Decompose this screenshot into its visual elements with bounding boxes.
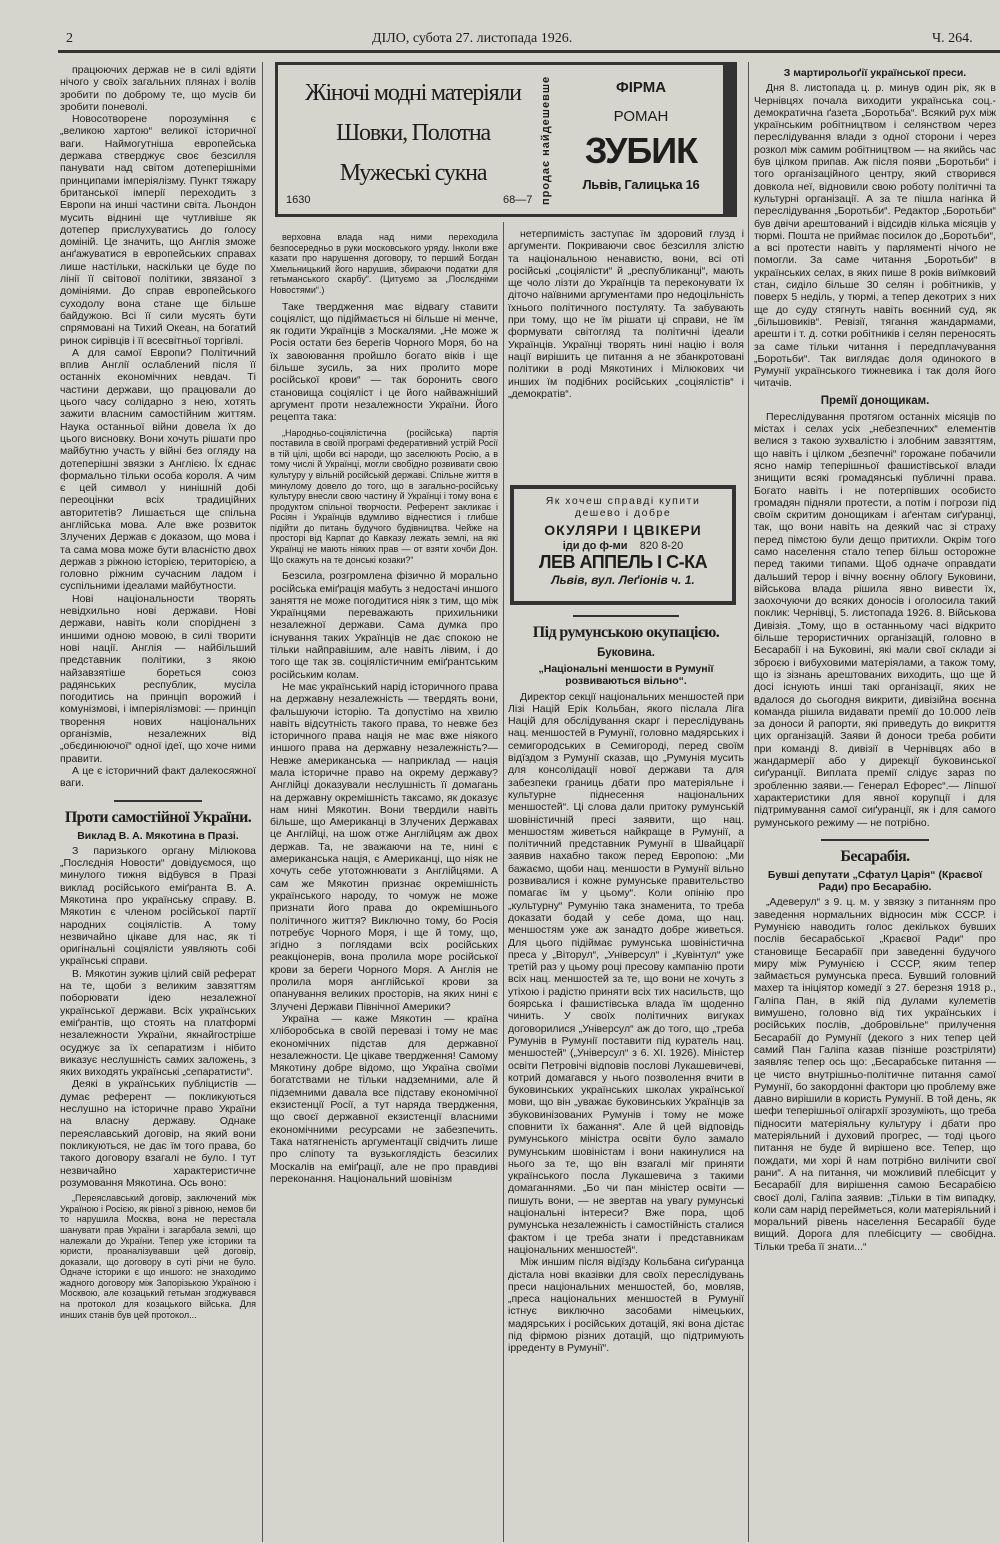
page-number: 2 [66, 31, 73, 46]
article-subheading: Бувші депутати „Сфатул Царія“ (Краєвої Ради) про Бесарабію. [767, 868, 983, 894]
article-paragraph: Деякі в українських публіцистів — думає референт — покликуються неслушно на історичне право України на власну державу. Однаке переяславський договір, на який вони покликуються, не дає їм того права, бо такого договору взагалі не було. І тут незвичайно характеристичне розумовання Мякотина. Ось воно: [60, 1078, 256, 1189]
column-4 [754, 64, 996, 1253]
article-paragraph: Між иншим після відїзду Кольбана сиґуранца дістала нові вказівки для своїх переслідувань преси національних меншостей, бо, мовляв, „преса національних меншостей в Румунії істнує виключно засобами німецьких, мадярських і російських дотацій, які вона дістає під фірмою різних дотацій, що підтримують ірреденту в Румунії“. [508, 1256, 744, 1355]
issue-number: Ч. 264. [932, 31, 973, 46]
article-subheading: Виклад В. А. Мякотина в Празі. [77, 829, 239, 842]
column-divider [262, 62, 263, 1542]
article-paragraph: А це є історичний факт далекосяжної ваги. [60, 764, 256, 790]
article-paragraph: нетерпимість заступає їм здоровий глузд і аргументи. Покриваючи своє безсилля злістю та національною ненавистю, вони, всі оті російські „соціялісти“ й „республиканці“, мають ще чоло лізти до Українців та переконувати їх діточо наївними аргументами про недоцільність їхнього політичного постуляту. Та забувають при тому, що не їм рішати ці справи, не їм формувати світогляд та політичні ідеали Українців. Українці творять нині націю і воля нації вирішить це питання а не збанкротовані політики в роді Мякотиних і Мілюкових чи инших їм подібних російських „соціялістів“ і „демократів“. [508, 228, 744, 400]
ad-address: Львів, вул. Леґіонів ч. 1. [551, 573, 695, 587]
masthead-date: ДІЛО, субота 27. листопада 1926. [372, 31, 573, 46]
article-headline: Під румунською окупацією. [532, 624, 720, 641]
article-paragraph: Дня 8. листопада ц. р. минув один рік, як в Чернівцях почала виходити українська соц.-демократична ґазета „Боротьба“. Всякий рух між українським робітництвом і селянством через переслідування влади з одної сторони і через розкол між самим робітництвом — на якийсь час був цілком припав. Аж після появи „Боротьби“ і того організаційного центру, який створився довкола неї, відновили свою роботу політичні та культурні організації. А за те пішла нагінка й переслідування „Боротьби“. Редактор „Боротьби“ був двічи арештований і відсидів кілька місяців у тюрмі. Пошта не приймає посилок до „Боротьби“, а всі протести навіть у парляменті нічого не помогли. За саме читання „Боротьби“ в українських селах, в яких пише 8 років виїмковий стан, сиділо більше 30 селян і робітників, у поверх 5 неділь, у тюрмі, а тепер декотрих з них ще до суду стягнуть навіть воєнний суд, як „більшовиків“. Ревізії, тягання жандармами, арешти і т. д. сотки робітників і селян переносять за саме тільки читання і передплачування „Боротьби“. Так виглядає доля одинокого в Румунії українського тижневика і так доля його читачів. [754, 82, 996, 390]
ad-line: Жіночі модні матеріяли [305, 80, 521, 106]
quoted-paragraph: верховна влада над ними переходила безпосередньо в руки московського уряду. Інколи вже казати про нарушення договору, то перший Богдан Хмельницький його нарушив, збираючи податки для гетьманського скарбу“. (Цитуємо за „Послєдніми Новостями“.) [270, 232, 498, 295]
ad-code: 68—7 [503, 194, 533, 206]
article-subheading: „Національні меншости в Румунії розвиваються вільно“. [538, 663, 714, 688]
ad-name: ЛЕВ АППЕЛЬ І С-КА [538, 552, 708, 572]
column-1 [60, 64, 256, 1325]
article-paragraph: Директор секції національних меншостей при Лізі Націй Ерік Кольбан, якого післала Ліга Націй для обслідування скарг і переслідувань нац. меншостей в Румунії, головно мадярських і семигородських в Семигороді, перед своїм відїздом з Румунії сказав, що „Румунія мусить для консолідації нової держави та для забезпеки границь дбати про матеріяльне і культурне піднесення національних меншостей“. Ці слова дали притоку румунській шовіністичній пресі заявити, що нац. меншостям живеться найкраще в Румунії, а політичний представник Румунії в Швайцарії заявив нахабно також перед Европою: „Ми бажаємо, щоби нац. меншости в Румунії вільно розвивалися і кожне румунське правительство помагає їм у цьому“. Коли опінію про „культурну“ Румунію така знаменита, то треба доказати бодай у себе дома, що нац. меншостям уже аж занадто добре живеться. Для цього підіймає румунська шовіністична преса у „Віторул“, „Універсул“ і „Кувінтул“ уже третій раз у цьому році пресову кампанію проти всіх нац. меншостей за те, що вони не хочуть з утіхою і радістю приняти всіх тих насильств, що боярська і фашистівська влада їм щоденно чинить. У своїх політичних вигуках договорилися „Універсул“ аж до того, що „треба Румунів в Румунії поставити під куратель нац. меншостей“ („Універсул“ з 6. ХІ. 1926). Міністер освіти Петровічі відповів послові Лукашевичеві, котрий домагався у нього позволення вчити в буковинських українських школах української мови, що він „уважає буковинських Українців за збуковинізованих Румунів і тому не може сповнити їх бажання“. Але й цей відповідь румунського міністра освіти було замало румунським шовіністам і вони накинулися на нього за те, що він взагалі міг приняти українського посла Лукашевича з такими домаганнями. „Бо чи пан міністер освіти — пишуть вони, — не звертав на увагу румунські національні інтереси? Вже пора, щоб румунська незалежність і самостійність сталися фактом і це треба знати і представникам національних меншостей“. [508, 690, 744, 1256]
ad-line: Мужеські сукна [339, 160, 487, 186]
ad-surname: ЗУБИК [584, 130, 698, 171]
ad-firm: ФІРМА [615, 79, 667, 96]
article-paragraph: Нові національности творять невідхильно нові держави. Нові держави, навіть коли споріднені з иншими одною мовою, в силі творити нові нації. Англія — найбільший представник політики, з якою найзавзятіше бореться союз радянських республик, мусіла погодитись на принціп ворожий і комунізмові, і імперіялізмові: — принціп творення нових національних організмів, незалежних від „обєдинюючої“ одної ідеї, що хоче ними правити. [60, 592, 256, 765]
article-headline: Проти самостійної України. [64, 808, 252, 826]
quoted-paragraph: „Переяславський договір, заключений між Україною і Росією, як рівної з рівною, немов би то нарушила Москва, вона не перестала шанувати прав України і загарбала землі, що належали до України. Тепер уже історики та юристи, проаналізувавши цей договір, доказали, що договору в суті річи не було. Одначе історики є що иншого: не знаходимо жадного договору між Запорізькою Україною і Москвою, але козацький гетьман згоджувався на протокол для козацького війська. Для инших станів був цей протокол... [60, 1193, 256, 1320]
article-paragraph: „Адеверул“ з 9. ц. м. у звязку з питанням про заведення нормальних відносин між СССР. і Румунією наводить голос декількох бувших послів бесарабської „Краєвої Ради“ про становище Бесарабії при заведенні будучого миру між Румунією і СССР, яким тепер займається румунська преса. Бувший головний махер та ініціятор комедії з 27. березня 1918 р., Галіпа Пан, в якій під дулами кулеметів вимушено, головно від тих українських і російських послів, „добровільне“ прилучення Бесарабії до Румунії (декого з них тепер цей самий Пан Галіпа казав пізніше розстріляти) заявляє тепер ось що: „Бесарабське питання — це чисто внутрішньо-політичне питання самої Румунії, бо закордонні фактори цю проблему вже давно вирішили в користь Румунії. В той день, як шефи теперішньої олігархії зрозуміють, що треба підносити матеріяльну культуру і дбати про матеріяльний і духовий прогрес, — тоді цього питання не буде й вирішено все. Тепер, що пождати, ми хорі й нам потрібно вилічити свої рани“. А на питання, чи можливий плебісцит у Бесарабії для вирішення самою Бесарабією своєї долі, Галіпа заявив: „Тільки в тім випадку, коли сам нарід перейметься, коли матеріяльний і моральний рівень населення Бесарабії буде вищий. Дорога для плебісциту — свобідна. Тільки треба її знати...“ [754, 896, 996, 1253]
article-paragraph: працюючих держав не в силі вдіяти нічого у своїх загальних плянах і волів зробити по доброму те, що мусів би зробити поневолі. [60, 64, 256, 113]
ad-address: Львів, Галицька 16 [582, 177, 700, 192]
article-paragraph: А для самої Европи? Політичний вплив Англії ослаблений після її останніх економічних невдач. Ті частини держави, що працювали до цього часу солідарно з нею, хотять зажити власним самостійним життям. Наука останньої війни довела їх до цього висновку. Вони хочуть рішати про майбутню участь у війні без огляду на дотеперішні звязки з Англією. Їх єднає формально тільки особа короля. А чим є цей символ у нинішній добі переоцінки всіх традиційних авторитетів? Лишається ще спільна англійська мова. Але вже розвиток Злучених Держав є доказом, що мова і та сама мова може бути власністю двох держав з ріжною історією, територією, а головно ріжним сучасним ладом і суспільними ідеалами майбутности. [60, 346, 256, 593]
ad-code: 820 8-20 [639, 540, 684, 552]
ad-code: 1630 [286, 194, 311, 206]
article-paragraph: Не має український нарід історичного права на державну незалежність — твердять вони, фальшуючи історію. Та допустімо на хвилю навіть відсутність такого права, то невже без історичного права нація не має вже ніякого иншого права на державну незалежність?— Невже американська — наприклад — нація мала історичне право на окрему державу? Англійці доказували неслушність її домагань на державну окремішність таксамо, як доказує нам нині Мякотин. Вони твердили навіть більше, що Американці в Злучених Державах це Англійці, на шож отже Англійцям аж двох держав. Та, не зважаючи на те, нині є американська нація, є Американці, що ніяк не хочуть себе утотожнювати з Англійцями. А сам же Мякотин признає окремішність українського народу, то чомуж не може признати його права до окремішнього політичного життя? Виключно тому, бо Росія потребує Чорного Моря, і ще й тому, що, згідно з поглядами всіх російських реакціонерів, вона пролила море російської крови за береги Чорного Моря. А Англія не пролила моря англійської крови за опанування великих просторів, на яких нині є Злучені Держави Північної Америки? [270, 680, 498, 1013]
column-divider [503, 222, 504, 1542]
column-2 [270, 228, 498, 1185]
advertisement-appel [510, 485, 736, 605]
article-subheading: Премії донощикам. [820, 394, 930, 407]
article-paragraph: Безсила, розгромлена фізично й морально російська еміґрація мабуть з недостачі иншого заняття не може погодитися ніяк з тим, що між Українцями переважають прихильники незалежної держави. Сама думка про існування таких Українців не дає спокою не тільки найправішим, але навіть лівим, і до того ще так зв. соціялістичним еміґрантським російським колам. [270, 570, 498, 681]
article-paragraph: З паризького органу Мілюкова „Послєднія Новости“ довідуємося, що минулого тижня відбувся в Празі виклад російського еміґранта В. А. Мякотина про українську справу. В. Мякотин є членом російської партії народних соціялістів. А тому незвичайно цікаве для нас, як ті оригінальні соціялісти уявляють собі українські справи. [60, 844, 256, 968]
column-3-bottom [508, 605, 744, 1355]
article-paragraph: Новосотворене порозуміння є „великою хартою“ великої історичної ваги. Наймогутніша европейська держава стверджує своє безсилля панувати над світом дотеперішніми принципами імперіялізму. Пункт тяжару британської імперії переходить з Европи на инші частини світа. Льондон мусить віднині ще чутливіше як дотепер прислухуватись до голосу доміній. Це значить, що Англія зможе анґажуватися в европейських справах лише настільки, наскільки це буде по лінії її світової політики, звязаної з домініями. До справ европейського суходолу вона стане ще більше байдужою. Всі її сили мусять бути спрямовані на Тихий Океан, на богатий ринок сирівців і її всесвітньої торгівлі. [60, 113, 256, 347]
quoted-paragraph: „Народньо-соціялістична (російська) партія поставила в своїй програмі федеративний устрій Росії в тій цілі, щоби всі народи, що заселюють Росію, а в тому числі й Українці, могли свобідно розвивати свою культуру у вільній російській державі. Спільне життя в минулому довело до того, що в загально-російську культуру внесли свою частину й Українці і тому вона є продуктом спільної творчости. Референт закликає і Росіян і Українців вдумливо віднестися і глибше підійти до питань будучого будівництва. Чейже на просторі від Карпат до Кавказу лежать землі, на які Українці не мають ніяких прав — от взяти хочби Дон. Що скажуть на те донські козаки?“ [270, 427, 498, 565]
ad-line: Шовки, Полотна [336, 120, 490, 146]
ad-line: іди до ф-ми [562, 540, 628, 552]
section-divider [573, 615, 679, 617]
article-paragraph: Україна — каже Мякотин — країна хліборобська в своїй перевазі і тому не має економічних підстав для державної незалежности. Це цікаве твердження! Самому Мякотину добре відомо, що Україна своїми богатствами не тільки надземними, але й підземними давала все підставу економічної екзистенції Росії, а тут наряда твердження, що своєї державної екзистенції власними економічними ресурсами не забезпечить. Така натягненість аргументації свідчить лише про сліпоту та вузькоглядість безсилих Москалів на еміґрації, але не про правдиві переконання. Національний шовінізм [270, 1012, 498, 1185]
section-divider [821, 839, 930, 841]
ad-line: ОКУЛЯРИ І ЦВІКЕРИ [544, 522, 702, 538]
article-paragraph: Таке твердження має відвагу ставити соціяліст, що підіймається ні більше ні менче, як годити Українців з Москалями. „Не може ж Росія остати без берегів Чорного Моря, бо на їх завоювання пройшло богато віків і ще більше зусиль, за них пролито море російської крови“ — так боронить свого становища соціяліст і це його найважніший аргумент проти незалежности України. Його рецепта така: [270, 300, 498, 424]
article-paragraph: В. Мякотин зужив цілий свій реферат на те, щоби з великим завзяттям поборювати ідею незалежної української держави. Всіх українських еміґрантів, що стоять на платформі незалежности України, якнайгостріше осуджує за їх сепаратизм і нібито виказує неслушність самих заложень, з яких виходять українські „сепаратисти“. [60, 967, 256, 1079]
column-divider [748, 62, 749, 1542]
ad-line: Як хочеш справді купити дешево і добре [545, 495, 701, 519]
article-headline: Бесарабія. [840, 847, 910, 865]
ad-vertical-text: продає найдешевше [540, 75, 552, 206]
column-3-top [508, 228, 744, 400]
header-rule [58, 50, 1000, 53]
article-paragraph: Переслідування протягом останніх місяців по містах і селах усіх „небезпечних“ елементів велися з такою зухвалістю і злобним завзяттям, що навіть і цілком „безпечні“ горожане побачили ясно намір теперішньої фашистівської влади знищити всякі громадянські публичні права. Богато навіть і не потерпівших особисто громадян підняли протести, а потім і погрози під своїм скритим донощикам і аґентам сиґуранці, так, що вони навіть на деякий час зі страху перед пімстою були дещо притихли. Окрім того само населення стало тепер більш осторожне перед такими типами. Щоб одначе оправдати дальший терор і вічну воєнну облогу Буковини, військова влада рішила явно вивести їх, заохочуючи до всяких доносів і оголосила такий поклик: Чернівці, 5. листопада 1926. 8. Військова Дивізія. „Тому, що в останньому часі відкрито більше терористичних організацій, головно в Бесарабії і на Буковині, які мали свої склади зі зброєю і вибуховими матеріялами, а також тому, що із зізнань арештованих виходить, що ще й досі існують инші такі організації, яких не вдалося до сьогодня викрити, дивізійна воєнна команда рішила видавати премії до 10.000 леїв за доноси й рапорти, які приведуть до викриття цих організацій. Заяви й доноси треба робити при команді 8. дивізії в Чернівцях або в жандармерії або у дирекції буковинської сиґуранції. Виплата премії слідує зараз по зробленню заяви.— Генерал Ефорес“.— Ліпшої характеристики для явної корупції і для підтримування самої сиґуранції, як і для самого румунського режиму — не потрібно. [754, 410, 996, 829]
ad-name: РОМАН [613, 108, 669, 125]
article-subheading: Буковина. [597, 647, 655, 659]
section-divider [114, 800, 202, 802]
article-subheading: З мартирольоґії української преси. [783, 67, 967, 79]
advertisement-zubik [275, 62, 737, 217]
